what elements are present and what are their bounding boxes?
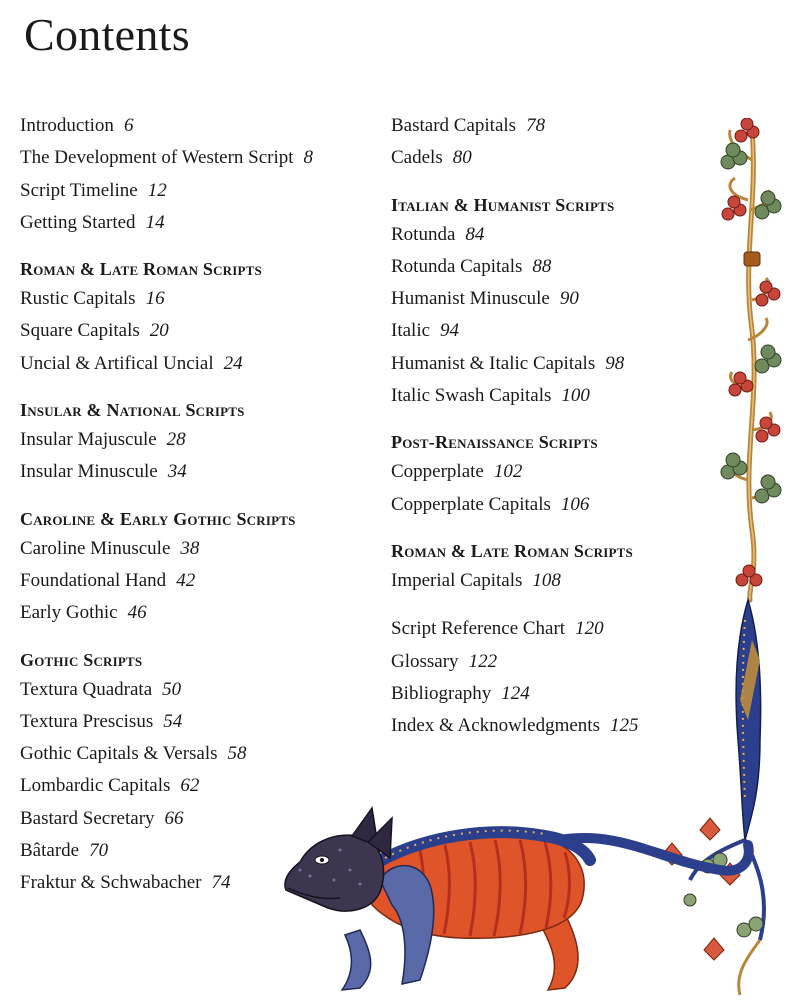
toc-entry-page: 6	[123, 115, 134, 136]
toc-entry-label: Uncial & Artifical Uncial	[20, 352, 214, 374]
toc-section-heading: Gothic Scripts	[20, 649, 143, 670]
toc-entry-page: 120	[575, 618, 604, 640]
toc-entry-label: Humanist Minuscule	[391, 288, 550, 310]
toc-entry-label: Bâtarde	[20, 840, 80, 862]
toc-entry-label: Fraktur & Schwabacher	[20, 872, 202, 894]
toc-entry-label: Cadels	[391, 147, 443, 169]
toc-entry-page: 74	[211, 872, 231, 894]
toc-entry-page: 98	[605, 352, 625, 374]
toc-entry-label: Script Reference Chart	[391, 618, 566, 640]
toc-entry-page: 12	[147, 179, 167, 201]
toc-entry-label: Italic	[391, 320, 431, 342]
toc-section-heading: Roman & Late Roman Scripts	[20, 259, 262, 280]
toc-entry-label: Bastard Secretary	[20, 807, 155, 829]
toc-entry-label: Textura Prescisus	[20, 710, 154, 732]
beast-figure	[285, 808, 749, 990]
toc-entry-page: 84	[465, 223, 485, 245]
toc-entry-label: Lombardic Capitals	[20, 775, 171, 797]
toc-entry-label: Copperplate	[391, 461, 484, 483]
toc-entry-page: 62	[180, 775, 200, 797]
toc-entry-label: Script Timeline	[20, 179, 138, 201]
toc-entry-label: Foundational Hand	[20, 569, 167, 591]
toc-entry-label: Bibliography	[391, 682, 492, 704]
toc-entry-label: Gothic Capitals & Versals	[20, 743, 218, 765]
toc-section-heading: Caroline & Early Gothic Scripts	[20, 508, 296, 529]
toc-entry-label: Insular Minuscule	[20, 461, 158, 483]
toc-entry-page: 125	[609, 715, 639, 737]
toc-entry-label: Introduction	[20, 115, 114, 136]
toc-entry-page: 78	[526, 115, 546, 136]
toc-entry-page: 108	[532, 569, 561, 591]
toc-entry-label: Glossary	[391, 650, 459, 672]
toc-entry-label: Textura Quadrata	[20, 678, 153, 700]
toc-entry-label: Imperial Capitals	[391, 569, 523, 591]
toc-entry-page: 20	[149, 320, 169, 342]
toc-entry-page: 34	[167, 461, 187, 483]
toc-entry-page: 54	[163, 710, 183, 732]
toc-entry-page: 122	[468, 650, 498, 672]
toc-entry-page: 88	[532, 255, 552, 277]
toc-entry-label: Humanist & Italic Capitals	[391, 352, 596, 374]
toc-entry-label: Insular Majuscule	[20, 429, 157, 451]
medieval-beast-illustration	[266, 118, 790, 1000]
toc-section-heading: Roman & Late Roman Scripts	[391, 540, 633, 561]
toc-entry-label: Rotunda	[391, 223, 456, 245]
toc-entry-page: 102	[493, 461, 523, 483]
toc-entry-page: 94	[440, 320, 460, 342]
toc-entry-label: Bastard Capitals	[391, 115, 517, 136]
page-title: Contents	[24, 9, 190, 60]
toc-entry-label: Square Capitals	[20, 320, 140, 342]
toc-entry-page: 8	[303, 147, 314, 169]
toc-entry-page: 28	[166, 429, 186, 451]
toc-entry-page: 16	[145, 288, 165, 310]
toc-entry-label: The Development of Western Script	[20, 147, 294, 169]
toc-entry-label: Italic Swash Capitals	[391, 385, 552, 407]
toc-entry-label: Copperplate Capitals	[391, 493, 551, 515]
toc-entry-page: 100	[561, 385, 590, 407]
toc-entry-label: Index & Acknowledgments	[391, 715, 600, 737]
toc-entry-page: 66	[164, 807, 184, 829]
toc-entry-page: 50	[162, 678, 182, 700]
toc-entry-page: 42	[176, 569, 196, 591]
toc-entry-page: 14	[145, 211, 165, 233]
toc-entry-page: 90	[559, 288, 579, 310]
toc-entry-page: 24	[223, 352, 243, 374]
toc-entry-page: 124	[501, 682, 530, 704]
toc-entry-label: Caroline Minuscule	[20, 537, 171, 559]
toc-entry-page: 38	[180, 537, 200, 559]
toc-section-heading: Italian & Humanist Scripts	[391, 194, 615, 215]
toc-section-heading: Insular & National Scripts	[20, 400, 245, 421]
toc-section-heading: Post-Renaissance Scripts	[391, 432, 598, 453]
toc-entry-page: 58	[227, 743, 247, 765]
toc-entry-page: 80	[452, 147, 472, 169]
toc-entry-page: 46	[127, 602, 147, 624]
toc-entry-page: 106	[560, 493, 590, 515]
toc-entry-label: Rotunda Capitals	[391, 255, 523, 277]
toc-entry-label: Getting Started	[20, 211, 136, 233]
toc-entry-label: Early Gothic	[20, 602, 118, 624]
toc-entry-label: Rustic Capitals	[20, 288, 136, 310]
toc-entry-page: 70	[89, 840, 109, 862]
